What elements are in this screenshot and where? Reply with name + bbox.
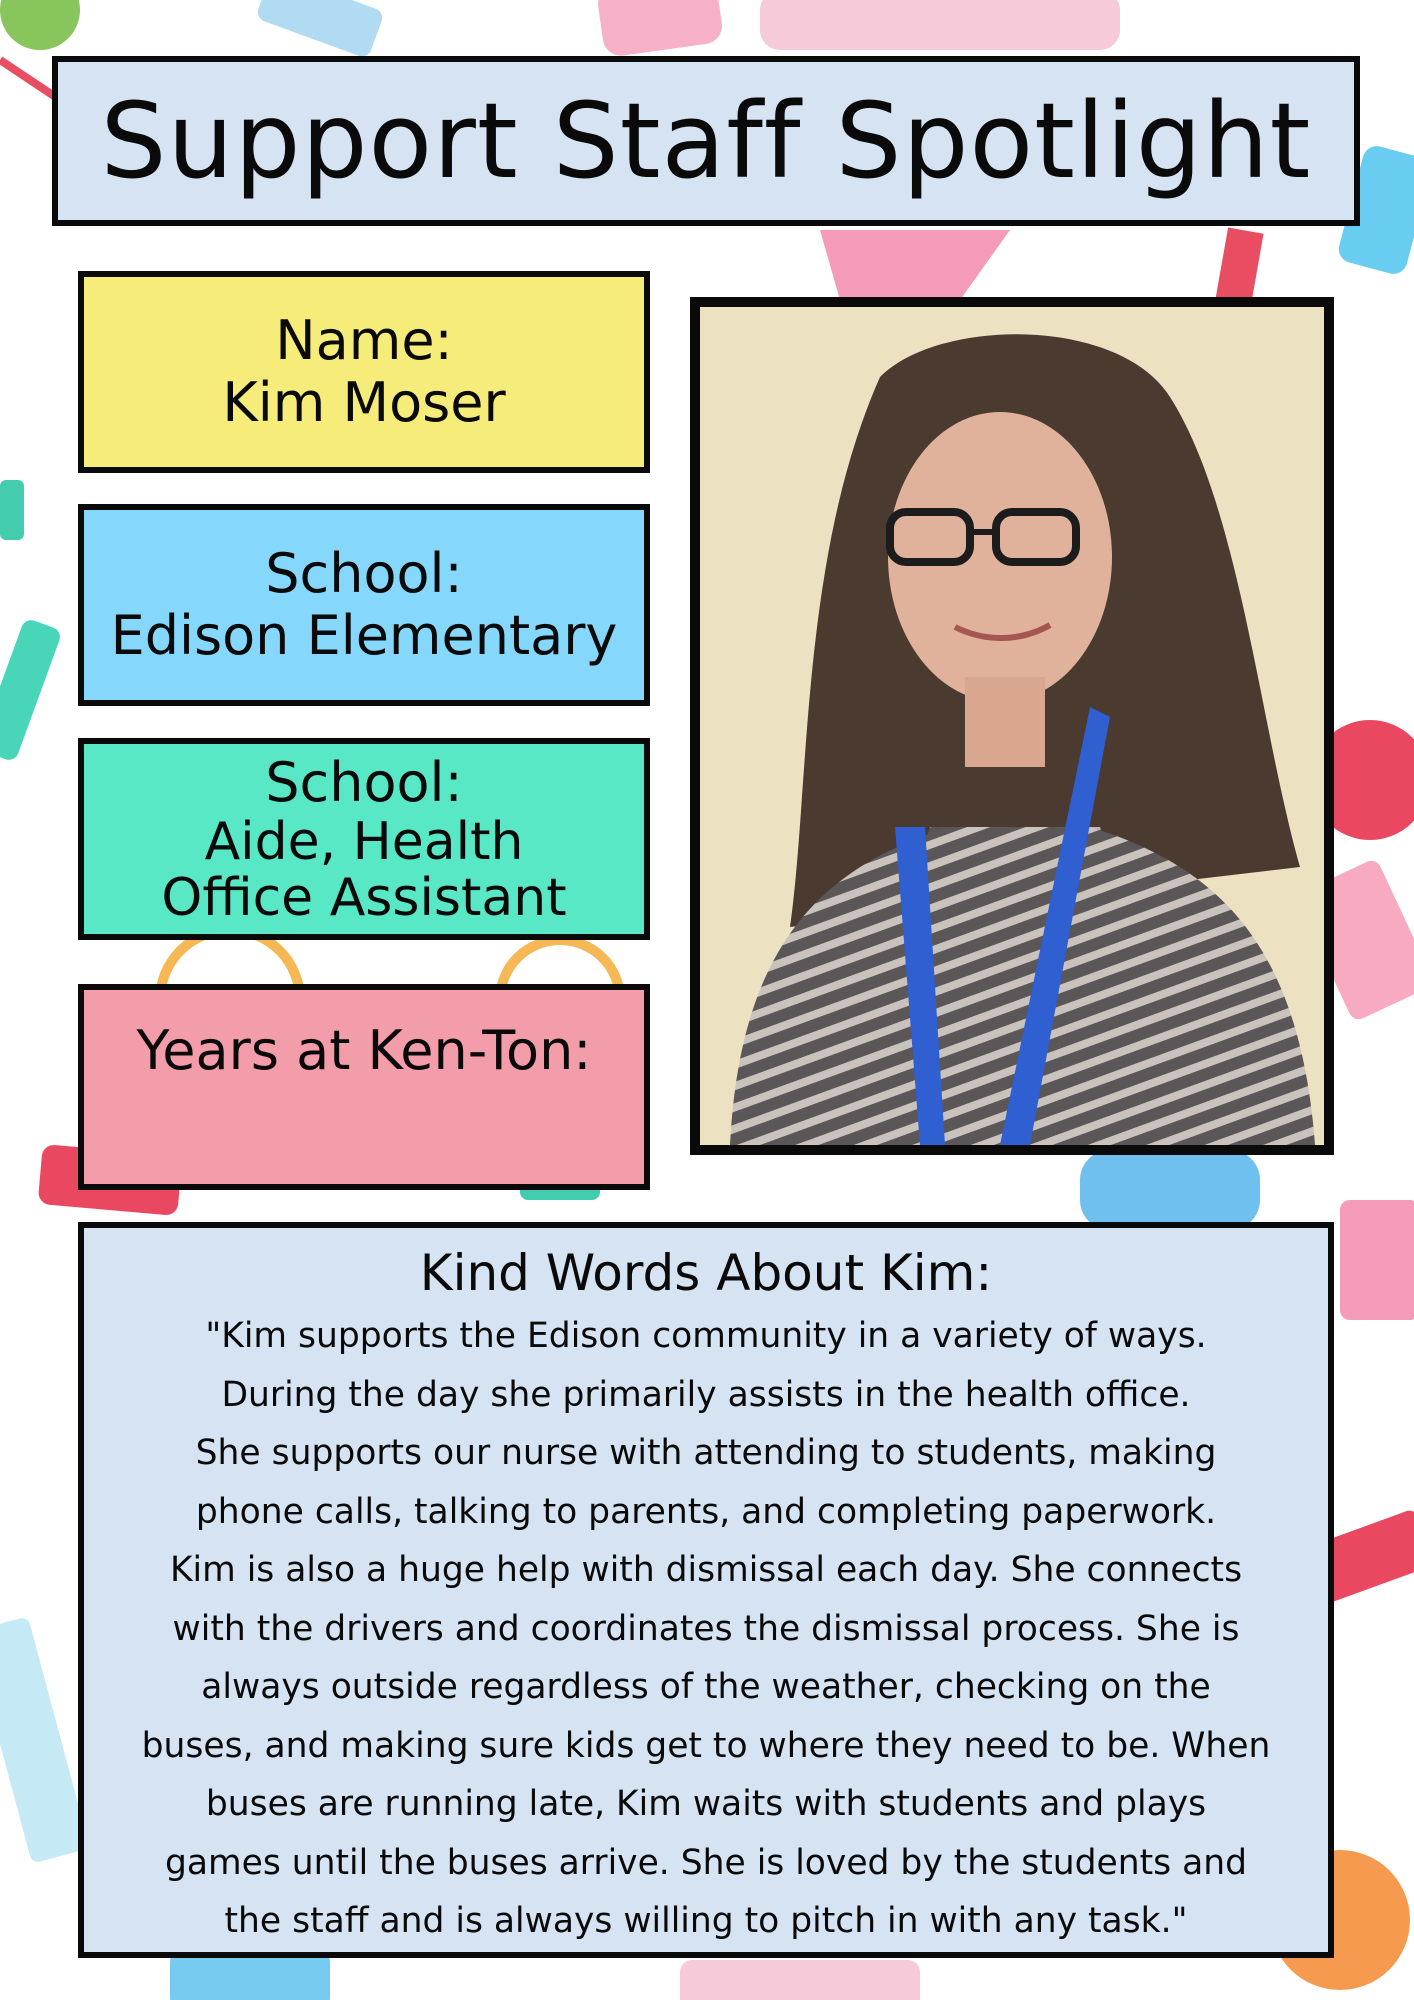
- role-card: [78, 738, 650, 940]
- years-card: [78, 984, 650, 1190]
- school-value: Edison Elementary: [110, 604, 618, 667]
- role-value-line1: Aide, Health: [204, 811, 524, 872]
- quote-line: buses are running late, Kim waits with students and plays: [205, 1784, 1207, 1824]
- quote-line: always outside regardless of the weather, checking on the: [201, 1667, 1211, 1707]
- page-title: Support Staff Spotlight: [100, 80, 1312, 202]
- school-card: [78, 504, 650, 706]
- quote-line: She supports our nurse with attending to students, making: [195, 1433, 1217, 1473]
- name-value: Kim Moser: [222, 371, 506, 434]
- quote-line: During the day she primarily assists in the health office.: [221, 1374, 1191, 1415]
- role-label: School:: [265, 750, 463, 814]
- kind-words-box: [78, 1222, 1334, 1958]
- name-label: Name:: [275, 308, 453, 372]
- role-value-line2: Office Assistant: [161, 868, 567, 929]
- school-label: School:: [265, 541, 463, 605]
- name-card: [78, 271, 650, 473]
- kind-words-heading: Kind Words About Kim:: [419, 1244, 993, 1302]
- staff-photo: [690, 297, 1334, 1155]
- title-banner: [52, 56, 1360, 226]
- quote-line: "Kim supports the Edison community in a variety of ways.: [205, 1316, 1207, 1356]
- quote-line: phone calls, talking to parents, and completing paperwork.: [195, 1491, 1217, 1532]
- kind-words-quote: [142, 1307, 1271, 1951]
- quote-line: the staff and is always willing to pitch in with any task.": [224, 1901, 1188, 1941]
- quote-line: buses, and making sure kids get to where they need to be. When: [141, 1725, 1271, 1766]
- years-label: Years at Ken-Ton:: [136, 1019, 592, 1082]
- quote-line: with the drivers and coordinates the dismissal process. She is: [172, 1608, 1240, 1649]
- quote-line: Kim is also a huge help with dismissal each day. She connects: [169, 1550, 1243, 1590]
- quote-line: games until the buses arrive. She is loved by the students and: [164, 1842, 1248, 1883]
